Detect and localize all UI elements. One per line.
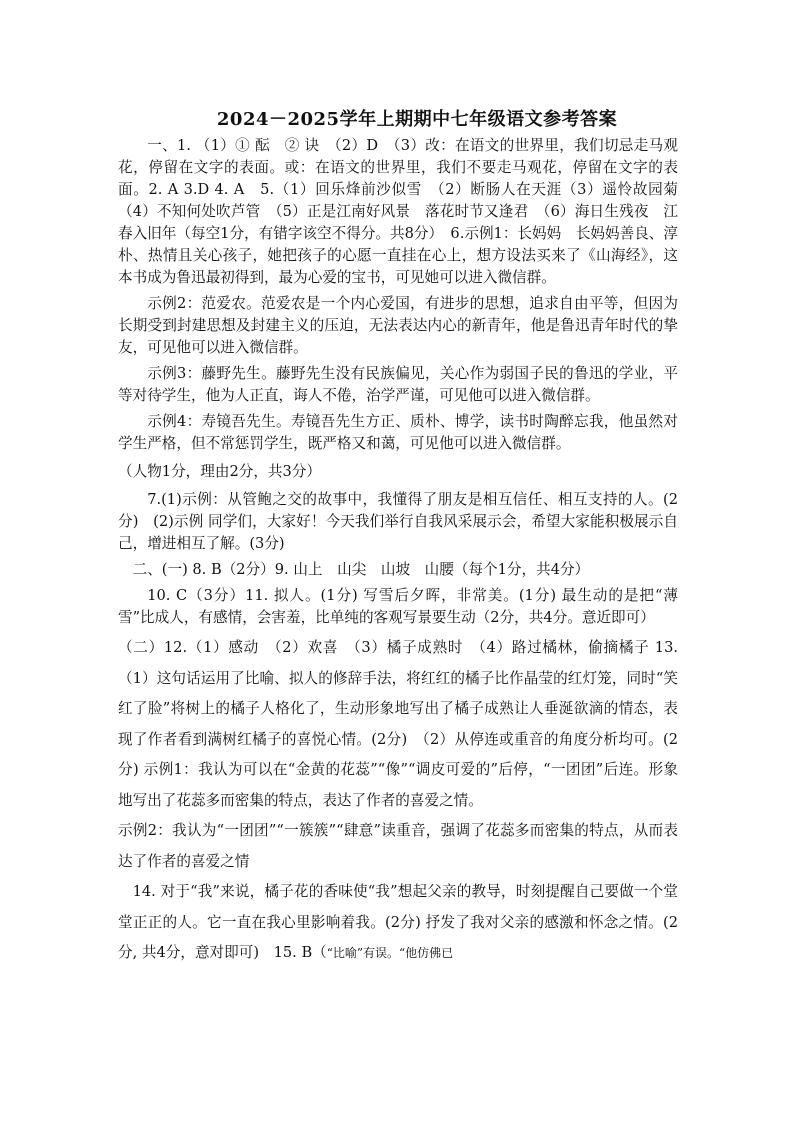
example-3-paragraph: 示例3：藤野先生。藤野先生没有民族偏见，关心作为弱国子民的鲁迅的学业，平等对待学生，他为人正直，诲人不倦，治学严谨，可见他可以进入微信群。	[118, 365, 678, 404]
question-15-note: “比喻”有误。“他仿佛已	[326, 946, 454, 960]
section-1-answers: 一、1. （1）① 酝 ② 诀 （2）D （3）改：在语文的世界里，我们切忌走马观花，停留在文字的表面。或：在语文的世界里，我们不要走马观花，停留在文字的表面。2. A 3.D 4. A 5.（1）回乐烽前沙似雪 （2）断肠人在天涯（3）遥怜故园菊 （4）不知何处吹芦管 （5）正是江南好风景 落花时节又逢君 （6）海日生残夜 江春入旧年（每空1分，有错字该空不得分。共8分） 6.示例1：长妈妈 长妈妈善良、淳朴、热情且关心孩子，她把孩子的心愿一直挂在心上，想方设法买来了《山海经》，这本书成为鲁迅最初得到，最为心爱的宝书，可见她可以进入微信群。	[118, 137, 693, 286]
question-7-answer: 7.(1)示例：从管鲍之交的故事中，我懂得了朋友是相互信任、相互支持的人。(2分) (2)示例 同学们，大家好！今天我们举行自我风采展示会，希望大家能积极展示自己，增进相互了解。(3分)	[118, 491, 678, 552]
section-2-part-2-answers: （二）12.（1）感动 （2）欢喜 （3）橘子成熟时 （4）路过橘林，偷摘橘子 13.（1）这句话运用了比喻、拟人的修辞手法，将红红的橘子比作晶莹的红灯笼，同时“笑红了脸”将树上的橘子人格化了，生动形象地写出了橘子成熟让人垂涎欲滴的情态，表现了作者看到满树红橘子的喜悦心情。(2分) （2）从停连或重音的角度分析均可。(2分) 示例1：我认为可以在“金黄的花蕊”“像”“调皮可爱的”后停，“一团团”后连。形象地写出了花蕊多而密集的特点，表达了作者的喜爱之情。	[118, 639, 678, 809]
example-2-reading-paragraph: 示例2：我认为“一团团”“一簇簇”“肆意”读重音，强调了花蕊多而密集的特点，从而表达了作者的喜爱之情	[118, 822, 678, 870]
document-body	[118, 135, 693, 969]
scoring-note: （人物1分，理由2分，共3分）	[118, 463, 321, 480]
document-title: 2024－2025学年上期期中七年级语文参考答案	[216, 109, 618, 130]
section-2-part-1-answers: 二、(一) 8. B（2分）9. 山上 山尖 山坡 山腰（每个1分，共4分）	[132, 561, 590, 578]
question-14-15-answers	[118, 877, 678, 969]
question-10-11-answers: 10. C（3分）11. 拟人。(1分) 写雪后夕晖，非常美。(1分) 最生动的是把“薄雪”比成人，有感情，会害羞，比单纯的客观写景要生动（2分，共4分。意近即可）	[118, 587, 678, 626]
example-2-paragraph: 示例2：范爱农。范爱农是一个内心爱国，有进步的思想，追求自由平等，但因为长期受到封建思想及封建主义的压迫，无法表达内心的新青年，他是鲁迅青年时代的挚友，可见他可以进入微信群。	[118, 295, 678, 356]
question-14-15-text: 14. 对于“我”来说，橘子花的香味使“我”想起父亲的教导，时刻提醒自己要做一个堂堂正正的人。它一直在我心里影响着我。(2分) 抒发了我对父亲的感激和怀念之情。(2分, 共4分，意对即可) 15. B（	[118, 883, 678, 961]
example-4-paragraph: 示例4：寿镜吾先生。寿镜吾先生方正、质朴、博学，读书时陶醉忘我，他虽然对学生严格，但不常惩罚学生，既严格又和蔼，可见他可以进入微信群。	[118, 413, 678, 452]
